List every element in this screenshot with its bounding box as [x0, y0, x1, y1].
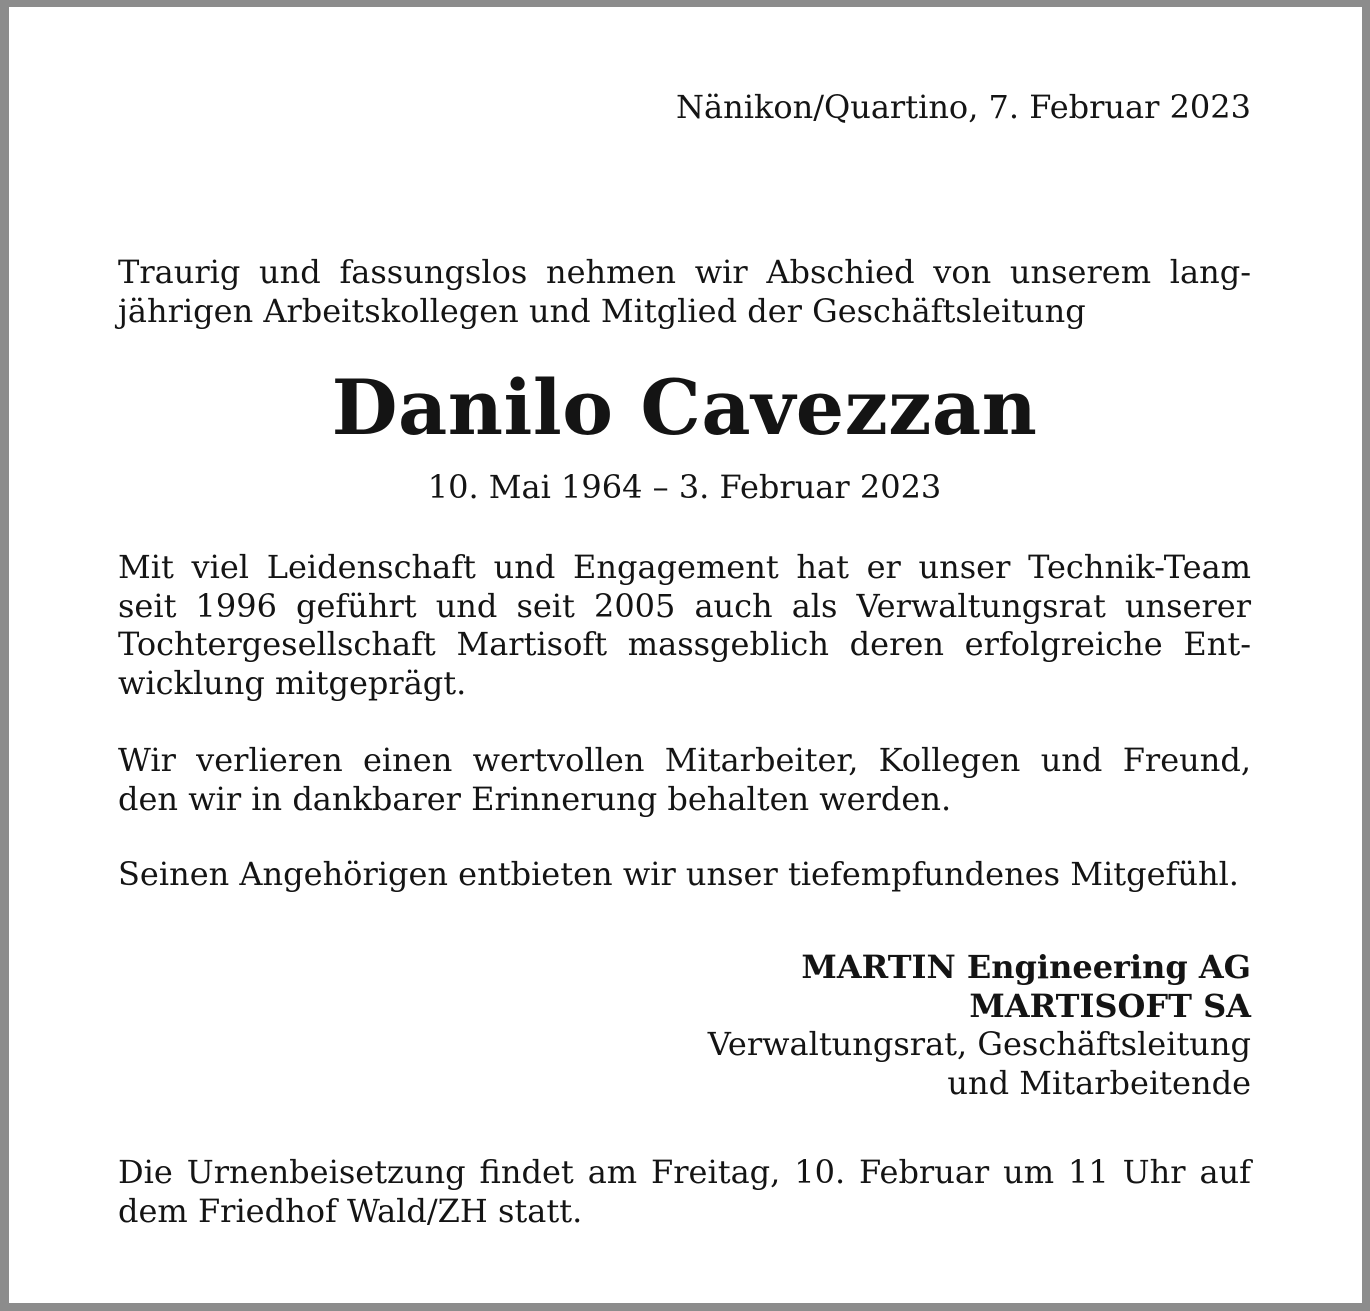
- obituary-sheet: [9, 7, 1362, 1303]
- signatory-line: und Mitarbeitende: [947, 1063, 1251, 1102]
- farewell-paragraph: [118, 741, 1251, 818]
- intro-paragraph: [118, 253, 1251, 330]
- paragraph-line: dem Friedhof Wald/ZH statt.: [118, 1191, 583, 1230]
- paragraph-line: Die Urnenbeisetzung findet am Freitag, 10. Februar um 11 Uhr auf: [118, 1153, 1251, 1191]
- deceased-name: Danilo Cavezzan: [331, 363, 1038, 452]
- paragraph-line: seit 1996 geführt und seit 2005 auch als Verwaltungsrat unserer: [118, 586, 1251, 625]
- condolence-paragraph: Seinen Angehörigen entbieten wir unser tiefempfundenes Mitgefühl.: [118, 855, 1239, 893]
- paragraph-line: wicklung mitgeprägt.: [118, 663, 467, 702]
- signatory-line: Verwaltungsrat, Geschäftsleitung: [707, 1025, 1251, 1063]
- paragraph-line: Tochtergesellschaft Martisoft massgeblich deren erfolgreiche Ent-: [118, 625, 1251, 663]
- tribute-paragraph: [118, 548, 1251, 702]
- life-dates: 10. Mai 1964 – 3. Februar 2023: [427, 468, 942, 506]
- signature-block: [118, 948, 1251, 1102]
- funeral-notice: [118, 1153, 1251, 1230]
- paragraph-line: Mit viel Leidenschaft und Engagement hat er unser Technik-Team: [118, 548, 1251, 586]
- place-date: Nänikon/Quartino, 7. Februar 2023: [676, 88, 1251, 126]
- paragraph-line: den wir in dankbarer Erinnerung behalten werden.: [118, 779, 952, 818]
- company-name: MARTISOFT SA: [969, 986, 1251, 1025]
- intro-line: Traurig und fassungslos nehmen wir Abschied von unserem lang-: [118, 253, 1251, 291]
- intro-line: jährigen Arbeitskollegen und Mitglied der Geschäftsleitung: [118, 291, 1086, 330]
- company-name: MARTIN Engineering AG: [801, 948, 1251, 986]
- paragraph-line: Wir verlieren einen wertvollen Mitarbeiter, Kollegen und Freund,: [118, 741, 1251, 779]
